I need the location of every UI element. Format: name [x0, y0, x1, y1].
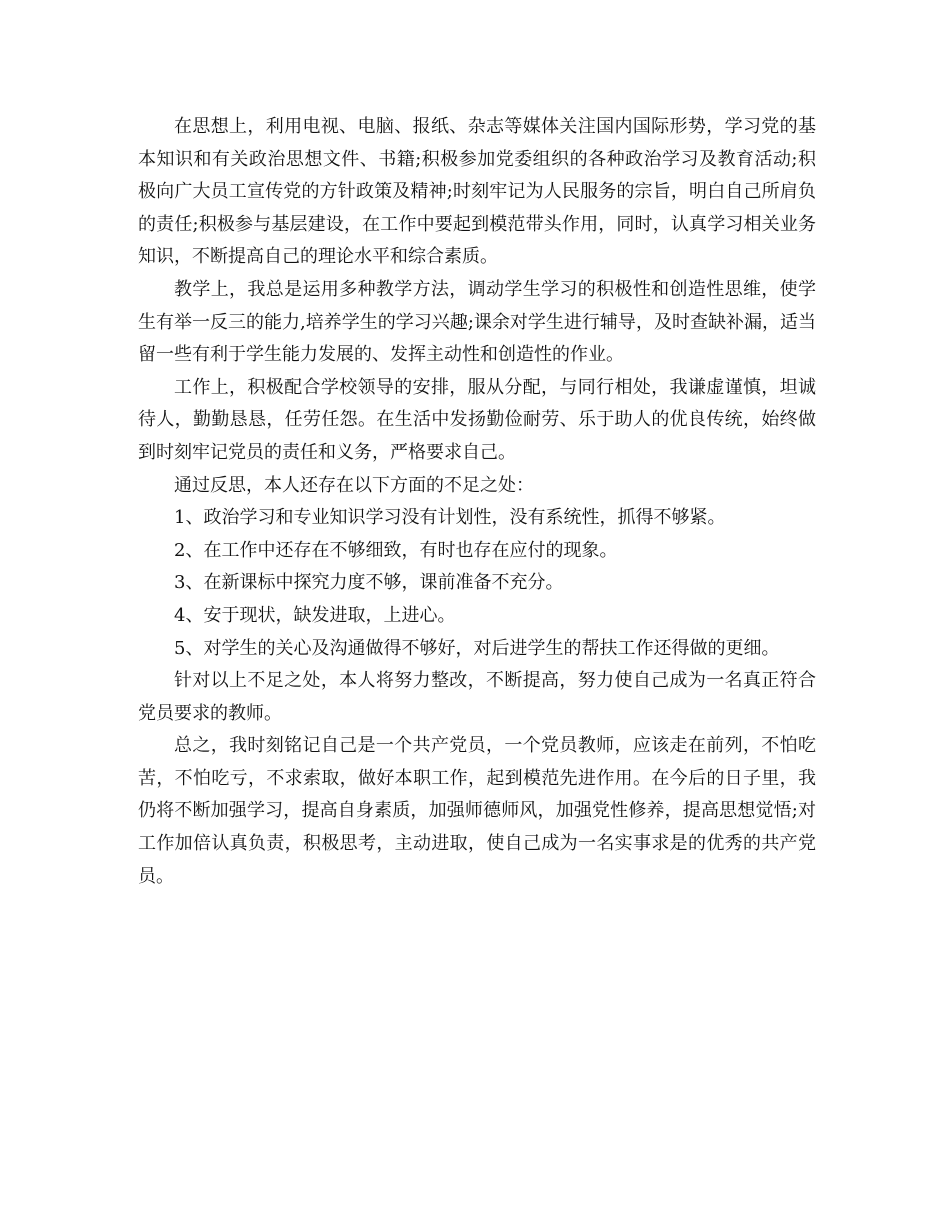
paragraph-teaching: 教学上，我总是运用多种教学方法，调动学生学习的积极性和创造性思维，使学生有举一反三的能力,培养学生的学习兴趣;课余对学生进行辅导，及时查缺补漏，适当留一些有利于学生能力发展的、发挥主动性和创造性的作业。 — [138, 278, 816, 366]
list-item-shortcoming-4: 4、安于现状，缺发进取，上进心。 — [174, 604, 456, 626]
list-item-shortcoming-3: 3、在新课标中探究力度不够，课前准备不充分。 — [174, 572, 564, 594]
list-item-shortcoming-5: 5、对学生的关心及沟通做得不够好，对后进学生的帮扶工作还得做的更细。 — [174, 637, 780, 659]
paragraph-work: 工作上，积极配合学校领导的安排，服从分配，与同行相处，我谦虚谨慎，坦诚待人，勤勤恳恳，任劳任怨。在生活中发扬勤俭耐劳、乐于助人的优良传统，始终做到时刻牢记党员的责任和义务，严格要求自己。 — [138, 376, 816, 463]
list-item-shortcoming-2: 2、在工作中还存在不够细致，有时也存在应付的现象。 — [174, 539, 618, 561]
paragraph-conclusion: 总之，我时刻铭记自己是一个共产党员，一个党员教师，应该走在前列，不怕吃苦，不怕吃亏，不求索取，做好本职工作，起到模范先进作用。在今后的日子里，我仍将不断加强学习，提高自身素质，加强师德师风，加强党性修养，提高思想觉悟;对工作加倍认真负责，积极思考，主动进取，使自己成为一名实事求是的优秀的共产党员。 — [138, 735, 816, 887]
paragraph-ideology: 在思想上，利用电视、电脑、报纸、杂志等媒体关注国内国际形势，学习党的基本知识和有关政治思想文件、书籍;积极参加党委组织的各种政治学习及教育活动;积极向广大员工宣传党的方针政策及精神;时刻牢记为人民服务的宗旨，明白自己所肩负的责任;积极参与基层建设，在工作中要起到模范带头作用，同时，认真学习相关业务知识，不断提高自己的理论水平和综合素质。 — [138, 116, 816, 268]
paragraph-improvement: 针对以上不足之处，本人将努力整改，不断提高，努力使自己成为一名真正符合党员要求的教师。 — [138, 670, 816, 724]
list-item-shortcoming-1: 1、政治学习和专业知识学习没有计划性，没有系统性，抓得不够紧。 — [174, 507, 726, 529]
paragraph-reflection-intro: 通过反思，本人还存在以下方面的不足之处： — [174, 474, 534, 496]
document-body — [138, 111, 816, 893]
